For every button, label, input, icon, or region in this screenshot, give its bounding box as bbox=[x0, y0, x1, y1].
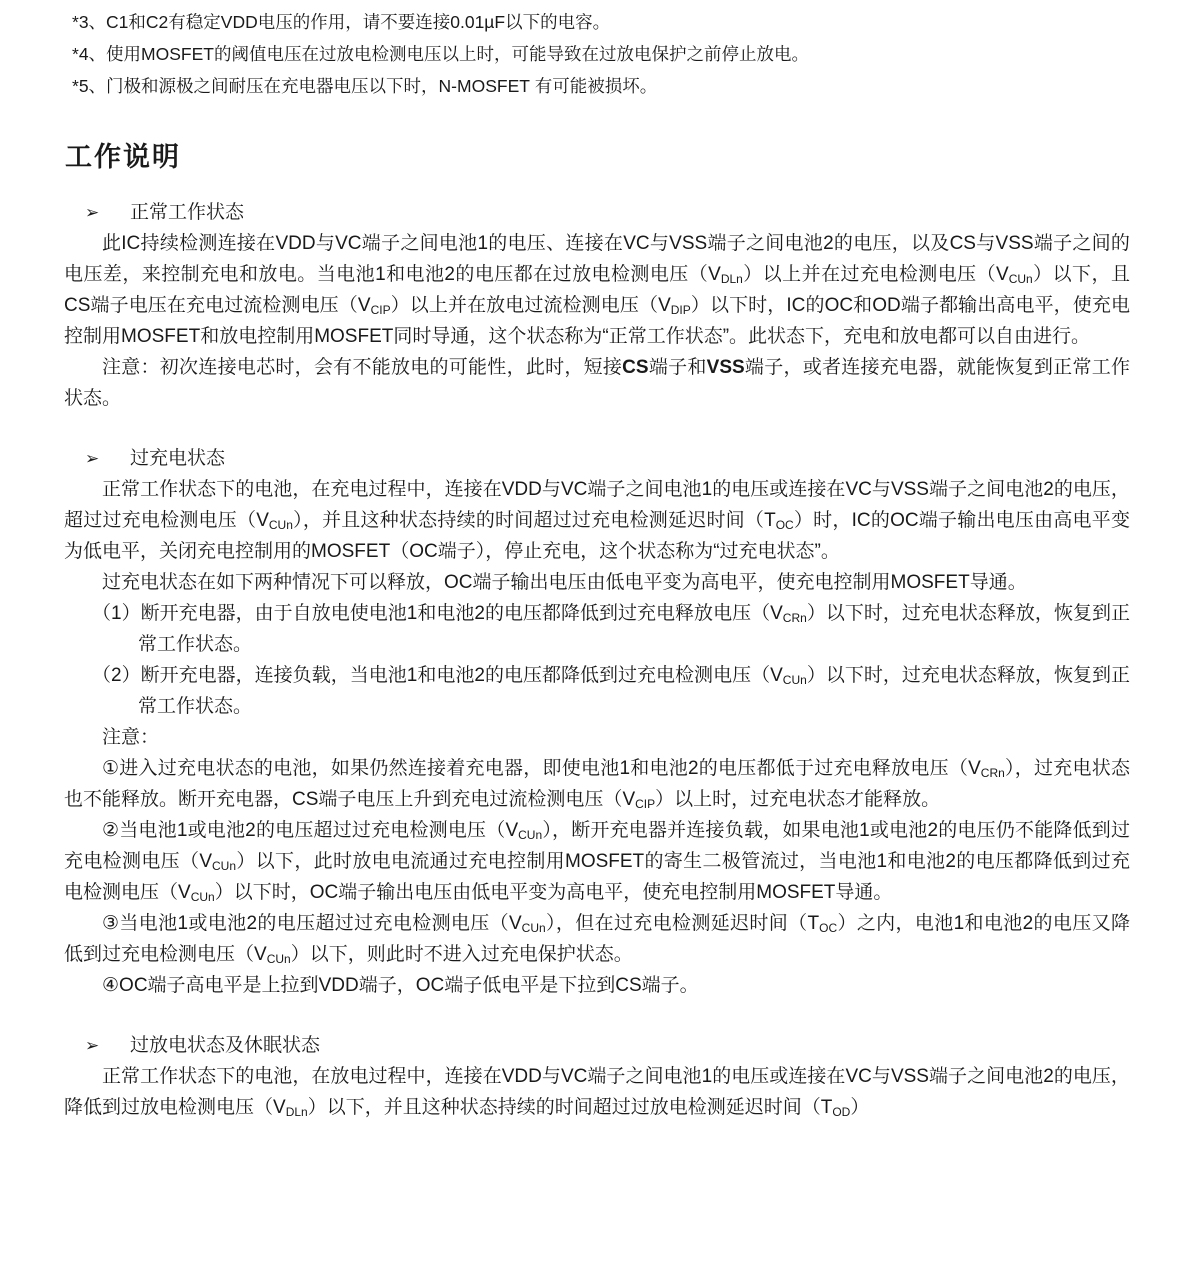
paragraph-overcharge-note-2: ②当电池1或电池2的电压超过过充电检测电压$(V_{CUn})$，断开充电器并连接负载，如果电池1或电池2的电压仍不能降低到过充电检测电压$(V_{CUn})$以下，此时放电电流通过充电控制用MOSFET的寄生二极管流过，当电池1和电池2的电压都降低到过充电检测电压$(V_{CUn})$以下时，OC端子输出电压由低电平变为高电平，使充电控制用MOSFET导通。 bbox=[64, 820, 1130, 904]
bullet-arrow-icon: ➢ bbox=[85, 449, 100, 468]
footnote-3: *3、C1和C2有稳定VDD电压的作用，请不要连接0.01µF以下的电容。 bbox=[72, 12, 611, 32]
footnotes bbox=[64, 6, 1130, 102]
section-title bbox=[64, 197, 1130, 228]
numbered-item-2: （2）断开充电器，连接负载，当电池1和电池2的电压都降低到过充电检测电压$(V_{CUn})$以下时，过充电状态释放，恢复到正常工作状态。 bbox=[92, 665, 1130, 717]
section-overcharge-state bbox=[64, 443, 1130, 1001]
section-title bbox=[64, 1030, 1130, 1061]
section-title-text: 过充电状态 bbox=[130, 448, 226, 469]
section-title-text: 正常工作状态 bbox=[130, 202, 245, 223]
paragraph-overcharge-note-3: ③当电池1或电池2的电压超过过充电检测电压$(V_{CUn})$，但在过充电检测延迟时间$(T_{OC})$之内，电池1和电池2的电压又降低到过充电检测电压$(V_{CUn})$以下，则此时不进入过充电保护状态。 bbox=[64, 913, 1130, 966]
bullet-arrow-icon: ➢ bbox=[85, 1036, 100, 1055]
section-normal-state bbox=[64, 197, 1130, 414]
note-label: 注意： bbox=[102, 727, 160, 748]
section-title bbox=[64, 443, 1130, 474]
paragraph-normal-state-1: 此IC持续检测连接在VDD与VC端子之间电池1的电压、连接在VC与VSS端子之间电池2的电压，以及CS与VSS端子之间的电压差，来控制充电和放电。当电池1和电池2的电压都在过放电检测电压$(V_{DLn})$以上并在过充电检测电压$(V_{CUn})$以下，且CS端子电压在充电过流检测电压$(V_{CIP})$以上并在放电过流检测电压$(V_{DIP})$以下时，IC的OC和OD端子都输出高电平，使充电控制用MOSFET和放电控制用MOSFET同时导通，这个状态称为“正常工作状态”。此状态下，充电和放电都可以自由进行。 bbox=[64, 233, 1130, 347]
paragraph-overcharge-2: 过充电状态在如下两种情况下可以释放，OC端子输出电压由低电平变为高电平，使充电控制用MOSFET导通。 bbox=[102, 572, 1027, 593]
paragraph-overcharge-note-1: ①进入过充电状态的电池，如果仍然连接着充电器，即使电池1和电池2的电压都低于过充电释放电压$(V_{CRn})$，过充电状态也不能释放。断开充电器，CS端子电压上升到充电过流检测电压$(V_{CIP})$以上时，过充电状态才能释放。 bbox=[64, 758, 1130, 811]
paragraph-overdischarge-1: 正常工作状态下的电池，在放电过程中，连接在VDD与VC端子之间电池1的电压或连接在VC与VSS端子之间电池2的电压，降低到过放电检测电压$(V_{DLn})$以下，并且这种状态持续的时间超过过放电检测延迟时间$(T_{OD})$ bbox=[64, 1066, 1130, 1119]
paragraph-normal-state-note: 注意：初次连接电芯时，会有不能放电的可能性，此时，短接CS端子和VSS端子，或者连接充电器，就能恢复到正常工作状态。 bbox=[64, 357, 1130, 409]
paragraph-overcharge-note-4: ④OC端子高电平是上拉到VDD端子，OC端子低电平是下拉到CS端子。 bbox=[102, 975, 699, 996]
numbered-item-1: （1）断开充电器，由于自放电使电池1和电池2的电压都降低到过充电释放电压$(V_{CRn})$以下时，过充电状态释放，恢复到正常工作状态。 bbox=[92, 603, 1130, 655]
footnote-4: *4、使用MOSFET的阈值电压在过放电检测电压以上时，可能导致在过放电保护之前停止放电。 bbox=[72, 44, 809, 64]
section-title-text: 过放电状态及休眠状态 bbox=[130, 1035, 321, 1056]
paragraph-overcharge-1: 正常工作状态下的电池，在充电过程中，连接在VDD与VC端子之间电池1的电压或连接在VC与VSS端子之间电池2的电压，超过过充电检测电压$(V_{CUn})$，并且这种状态持续的时间超过过充电检测延迟时间$(T_{OC})$时，IC的OC端子输出电压由高电平变为低电平，关闭充电控制用的MOSFET（OC端子），停止充电，这个状态称为“过充电状态”。 bbox=[64, 479, 1130, 562]
section-overdischarge-sleep-state bbox=[64, 1030, 1130, 1123]
bullet-arrow-icon: ➢ bbox=[85, 203, 100, 222]
footnote-5: *5、门极和源极之间耐压在充电器电压以下时，N-MOSFET 有可能被损坏。 bbox=[72, 76, 658, 96]
page-title: 工作说明 bbox=[65, 142, 181, 172]
